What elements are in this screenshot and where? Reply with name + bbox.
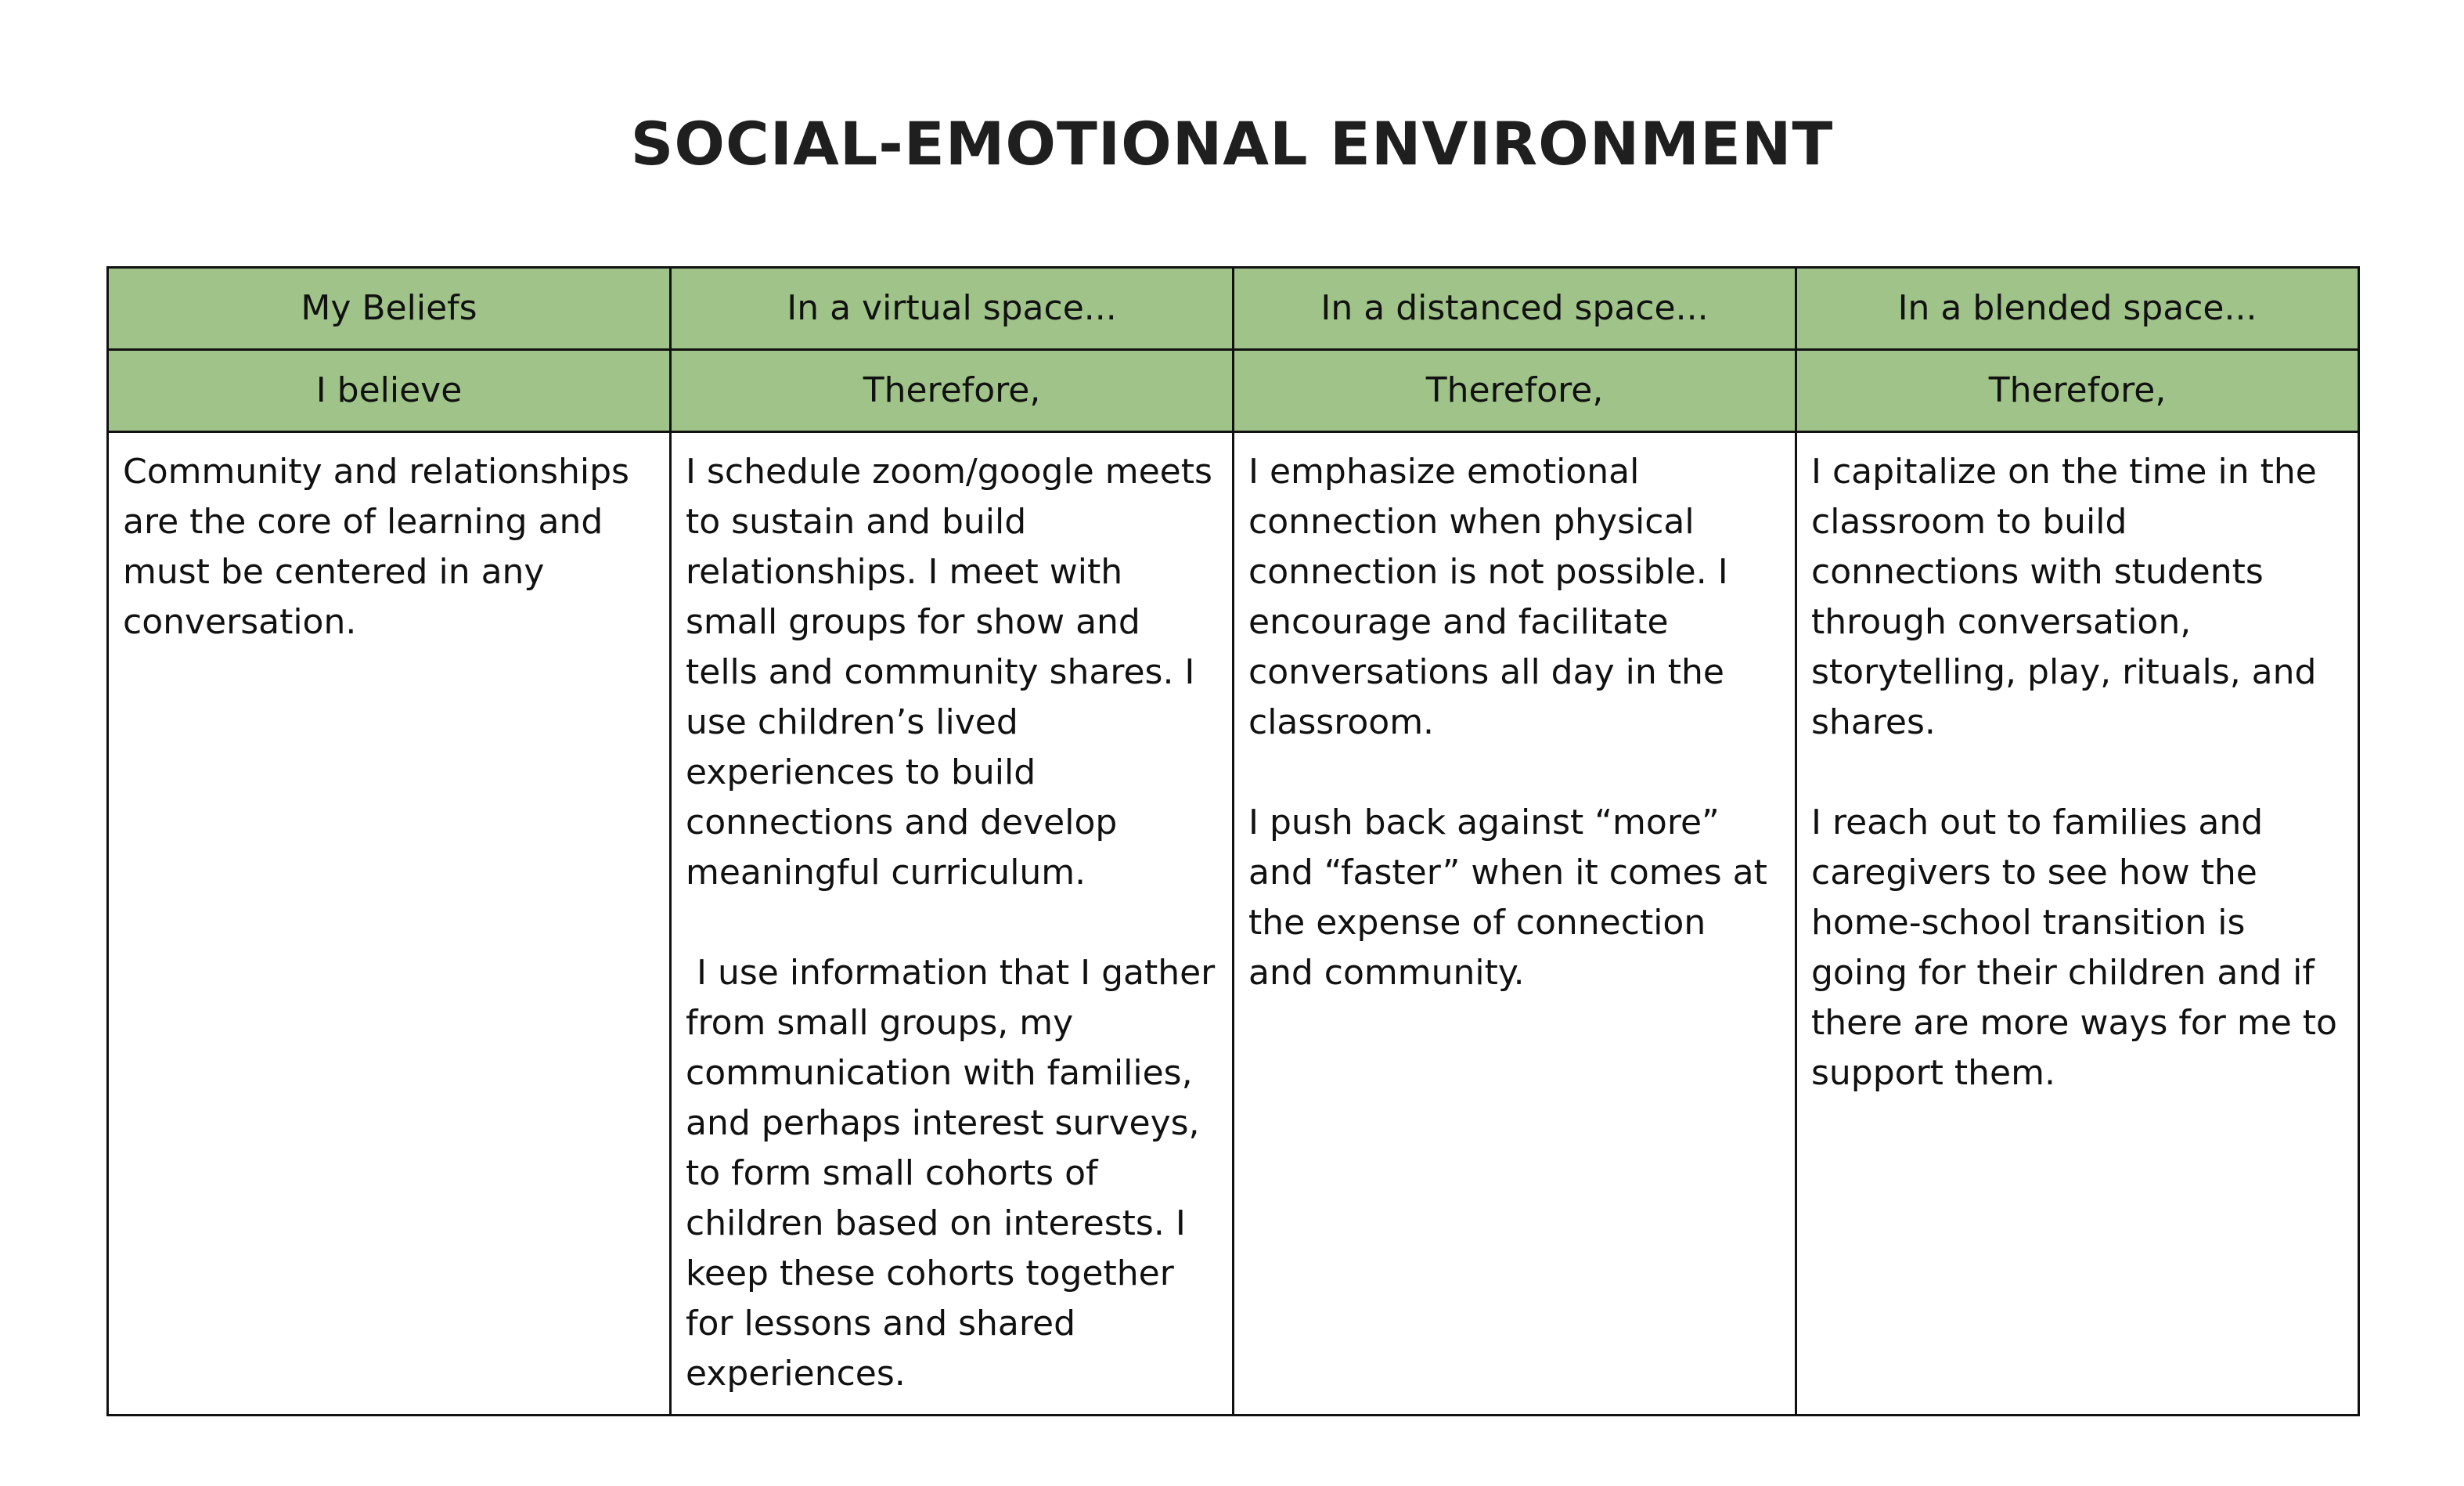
beliefs-paragraph: Community and relationships are the core of learning and must be centered in any conversation. — [123, 452, 629, 642]
header-blended-space: In a blended space... — [1796, 268, 2359, 350]
virtual-paragraph-1: I schedule zoom/google meets to sustain and build relationships. I meet with small groups for show and tells and community shares. I use children’s lived experiences to build connections and develop meaningful curriculum. — [686, 452, 1212, 893]
table-row — [108, 432, 2359, 1416]
subheader-i-believe: I believe — [108, 350, 671, 432]
subheader-therefore-distanced: Therefore, — [1234, 350, 1796, 432]
header-virtual-space: In a virtual space... — [671, 268, 1234, 350]
subheader-row — [108, 350, 2359, 432]
cell-virtual — [671, 432, 1234, 1416]
header-distanced-space: In a distanced space... — [1234, 268, 1796, 350]
cell-beliefs — [108, 432, 671, 1416]
subheader-therefore-virtual: Therefore, — [671, 350, 1234, 432]
distanced-paragraph-2: I push back against “more” and “faster” when it comes at the expense of connection and community. — [1248, 803, 1767, 993]
blended-paragraph-1: I capitalize on the time in the classroom to build connections with students through conversation, storytelling, play, rituals, and shares. — [1811, 452, 2317, 742]
beliefs-table — [106, 266, 2360, 1416]
header-my-beliefs: My Beliefs — [108, 268, 671, 350]
distanced-paragraph-1: I emphasize emotional connection when physical connection is not possible. I encourage and facilitate conversations all day in the classroom. — [1248, 452, 1728, 742]
subheader-therefore-blended: Therefore, — [1796, 350, 2359, 432]
cell-blended — [1796, 432, 2359, 1416]
virtual-paragraph-2: I use information that I gather from small groups, my communication with families, and perhaps interest surveys, to form small cohorts of children based on interests. I keep these cohorts together for lessons and shared experiences. — [686, 953, 1227, 1394]
blended-paragraph-2: I reach out to families and caregivers to see how the home-school transition is going for their children and if there are more ways for me to support them. — [1811, 803, 2337, 1093]
cell-distanced — [1234, 432, 1796, 1416]
page-title: SOCIAL-EMOTIONAL ENVIRONMENT — [630, 109, 1834, 179]
header-row — [108, 268, 2359, 350]
